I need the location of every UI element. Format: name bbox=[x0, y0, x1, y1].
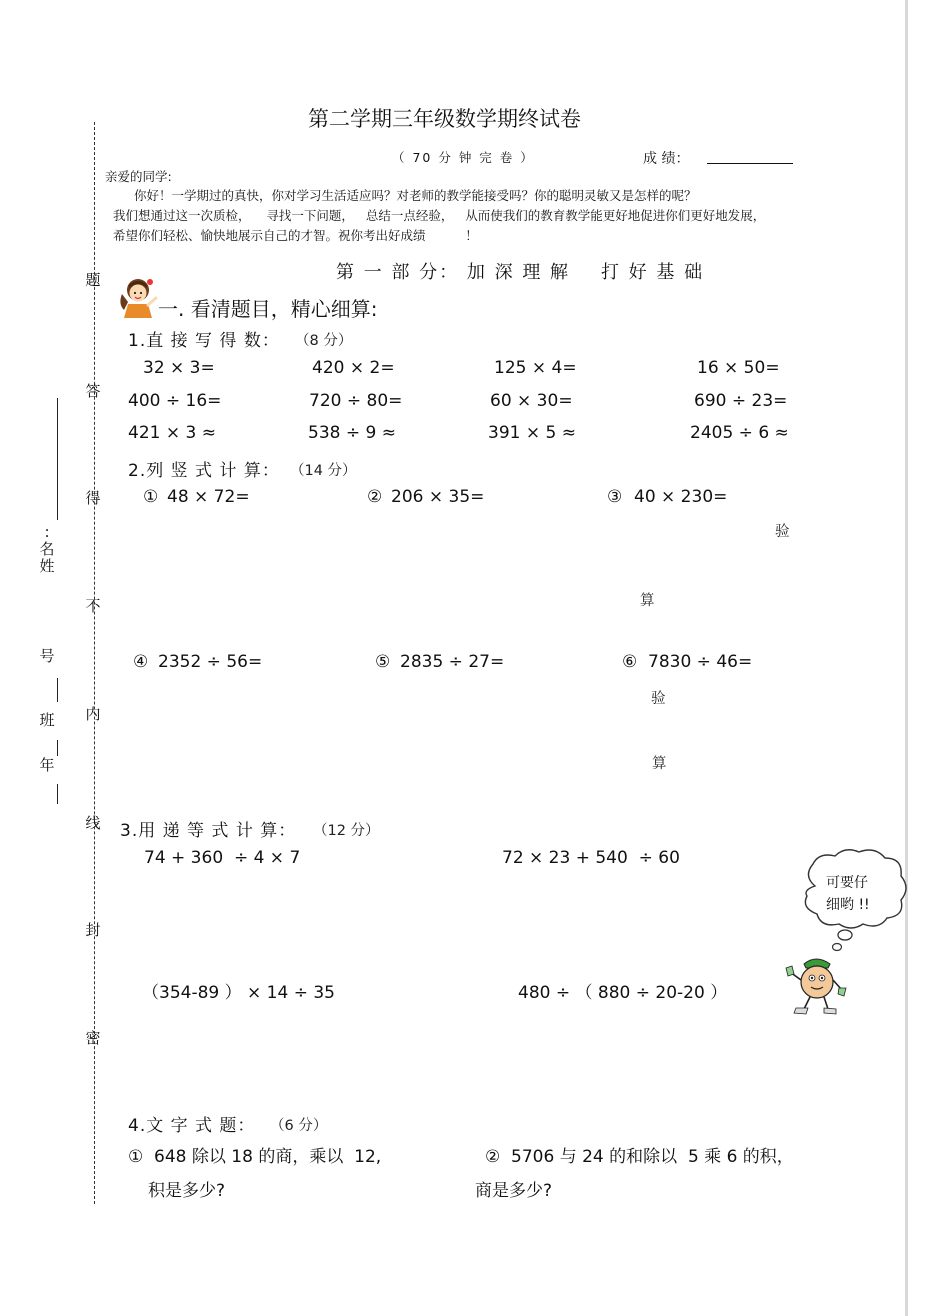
q1-item: 16 × 50= bbox=[697, 358, 780, 378]
q2-item: 2352 ÷ 56= bbox=[158, 652, 263, 672]
q2-item: 40 × 230= bbox=[634, 487, 728, 507]
q1-item: 720 ÷ 80= bbox=[309, 391, 403, 411]
q3-item: 480 ÷ （ 880 ÷ 20-20 ） bbox=[518, 983, 728, 1003]
q3-item: 74 + 360 ÷ 4 × 7 bbox=[144, 848, 301, 868]
id-label: 号 bbox=[39, 647, 55, 665]
girl-illustration-icon bbox=[114, 274, 158, 320]
q1-item: 420 × 2= bbox=[312, 358, 395, 378]
page-edge bbox=[905, 0, 908, 1316]
q1-item: 391 × 5 ≈ bbox=[488, 423, 576, 443]
q3-item: （354-89 ） × 14 ÷ 35 bbox=[142, 983, 335, 1003]
q2-item-num: ⑤ bbox=[375, 652, 391, 672]
seal-char: 线 bbox=[85, 814, 101, 832]
greeting: 亲爱的同学: bbox=[105, 169, 172, 184]
q1-item: 421 × 3 ≈ bbox=[128, 423, 216, 443]
seal-char: 答 bbox=[85, 382, 101, 400]
q1-label: 1.直 接 写 得 数： bbox=[128, 331, 280, 351]
section-title: 一. 看清题目，精心细算: bbox=[158, 297, 378, 321]
part-title: 第 一 部 分： 加 深 理 解 打 好 基 础 bbox=[336, 262, 705, 283]
seal-char: 封 bbox=[85, 921, 101, 939]
intro-line-2: 我们想通过这一次质检， 寻找一下问题， 总结一点经验， 从而使我们的教育教学能更好地促进你们更好地发展， bbox=[113, 208, 766, 223]
q2-item-num: ③ bbox=[607, 487, 623, 507]
q4-item-1-question: 积是多少? bbox=[148, 1181, 226, 1201]
seal-char: 密 bbox=[85, 1029, 101, 1047]
q1-item: 400 ÷ 16= bbox=[128, 391, 222, 411]
q2-item: 7830 ÷ 46= bbox=[648, 652, 753, 672]
grade-write-line bbox=[57, 784, 58, 804]
q1-item: 2405 ÷ 6 ≈ bbox=[690, 423, 789, 443]
q2-item: 206 × 35= bbox=[391, 487, 485, 507]
class-label: 班 bbox=[39, 711, 55, 729]
check-label: 算 bbox=[640, 593, 655, 609]
score-label: 成 绩： bbox=[643, 151, 690, 167]
seal-char: 得 bbox=[85, 489, 101, 507]
intro-line-1: 你好！一学期过的真快，你对学习生活适应吗？对老师的教学能接受吗？你的聪明灵敏又是怎样的呢？ bbox=[134, 188, 697, 203]
q3-item: 72 × 23 + 540 ÷ 60 bbox=[502, 848, 680, 868]
name-label: :名姓 bbox=[39, 523, 55, 575]
name-write-line bbox=[57, 398, 58, 520]
bubble-text: 可要仔 bbox=[826, 875, 868, 891]
q1-item: 60 × 30= bbox=[490, 391, 573, 411]
bubble-text: 细哟 !! bbox=[826, 897, 870, 913]
seal-char: 题 bbox=[85, 271, 101, 289]
q3-label: 3.用 递 等 式 计 算： bbox=[120, 821, 297, 841]
check-label: 验 bbox=[775, 524, 790, 540]
q1-item: 690 ÷ 23= bbox=[694, 391, 788, 411]
q4-item-2: ② 5706 与 24 的和除以 5 乘 6 的积， bbox=[485, 1147, 794, 1167]
exam-duration: （ 70 分 钟 完 卷 ） bbox=[392, 150, 535, 165]
q2-item-num: ④ bbox=[133, 652, 149, 672]
seal-char: 内 bbox=[85, 705, 101, 723]
q4-item-2-question: 商是多少? bbox=[475, 1181, 553, 1201]
class-write-line bbox=[57, 740, 58, 756]
q4-points: （6 分） bbox=[270, 1118, 328, 1134]
q2-item: 48 × 72= bbox=[167, 487, 250, 507]
q1-points: （8 分） bbox=[295, 333, 353, 349]
seal-char: 不 bbox=[85, 597, 101, 615]
cartoon-character-icon bbox=[782, 954, 848, 1016]
q2-item-num: ② bbox=[367, 487, 383, 507]
grade-label: 年 bbox=[39, 756, 55, 774]
check-label: 算 bbox=[652, 756, 667, 772]
q4-label: 4.文 字 式 题： bbox=[128, 1116, 256, 1136]
q1-item: 538 ÷ 9 ≈ bbox=[308, 423, 396, 443]
score-field[interactable] bbox=[707, 163, 793, 164]
q2-label: 2.列 竖 式 计 算： bbox=[128, 461, 280, 481]
q1-item: 32 × 3= bbox=[143, 358, 215, 378]
page-title: 第二学期三年级数学期终试卷 bbox=[308, 107, 581, 131]
id-write-line bbox=[57, 678, 58, 702]
q2-item-num: ① bbox=[143, 487, 159, 507]
q4-item-1: ① 648 除以 18 的商，乘以 12, bbox=[128, 1147, 382, 1167]
q3-points: （12 分） bbox=[313, 823, 380, 839]
check-label: 验 bbox=[651, 691, 666, 707]
q2-points: （14 分） bbox=[290, 463, 357, 479]
q2-item: 2835 ÷ 27= bbox=[400, 652, 505, 672]
intro-line-3: 希望你们轻松、愉快地展示自己的才智。祝你考出好成绩 ！ bbox=[113, 228, 478, 243]
q2-item-num: ⑥ bbox=[622, 652, 638, 672]
q1-item: 125 × 4= bbox=[494, 358, 577, 378]
